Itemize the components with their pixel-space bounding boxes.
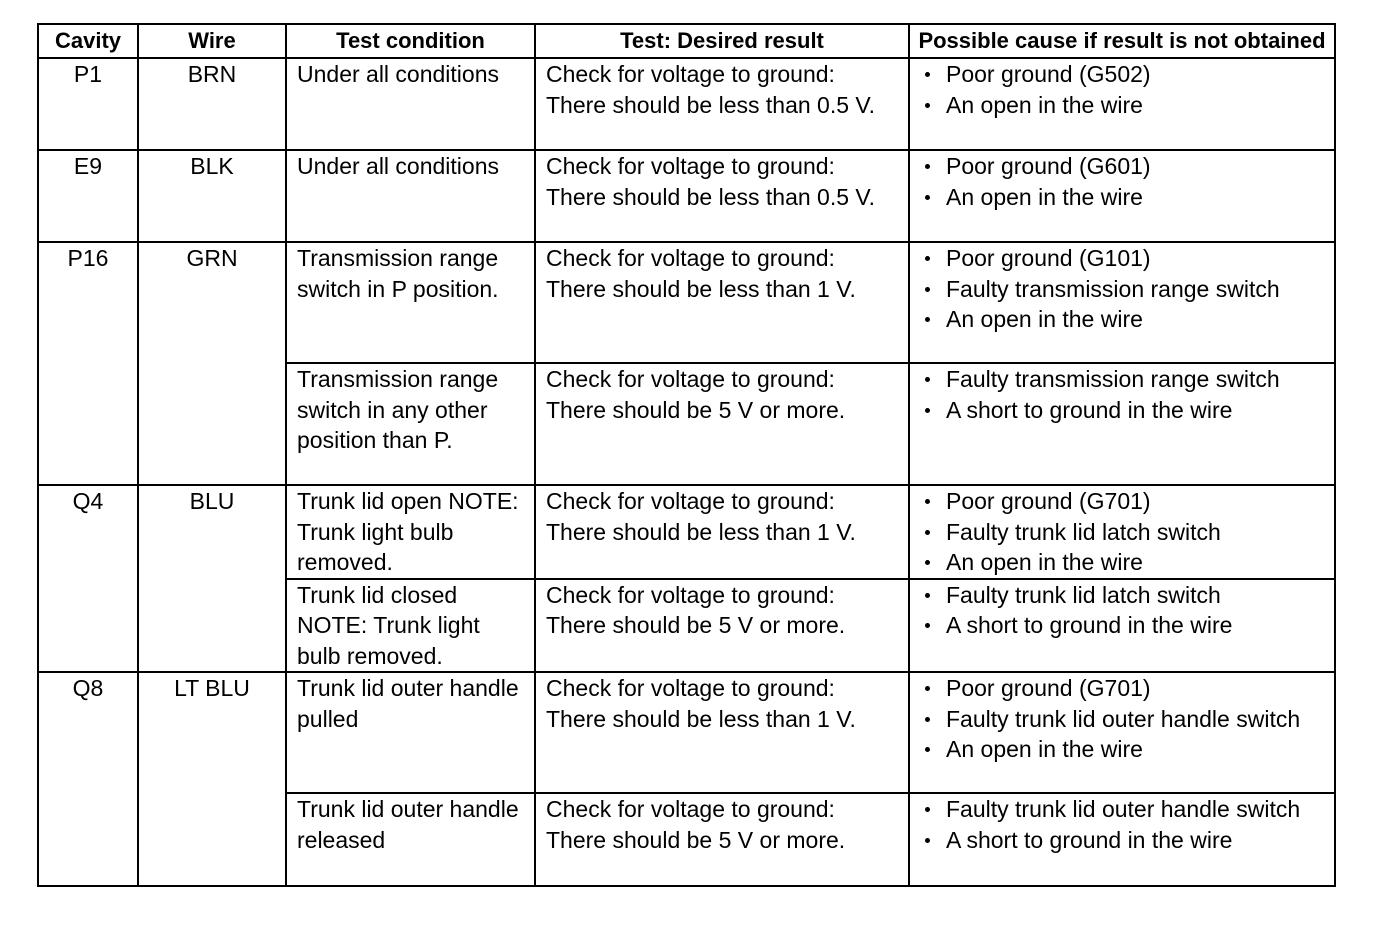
cause-item: A short to ground in the wire: [920, 610, 1324, 641]
table-row: [38, 242, 1335, 363]
desired-result-cell: Check for voltage to ground: There should be less than 1 V.: [535, 672, 909, 793]
cause-list: [920, 486, 1324, 578]
desired-result-cell: Check for voltage to ground: There should be 5 V or more.: [535, 363, 909, 485]
test-condition-cell: Transmission range switch in any other position than P.: [286, 363, 535, 485]
desired-result-cell: Check for voltage to ground: There should be less than 0.5 V.: [535, 150, 909, 242]
cause-item: A short to ground in the wire: [920, 395, 1324, 426]
wire-cell: GRN: [138, 242, 286, 485]
table-body: [38, 58, 1335, 886]
desired-result-cell: Check for voltage to ground: There should be 5 V or more.: [535, 579, 909, 673]
possible-cause-cell: [909, 242, 1335, 363]
cause-item: Faulty transmission range switch: [920, 364, 1324, 395]
cause-item: An open in the wire: [920, 90, 1324, 121]
wire-cell: BRN: [138, 58, 286, 150]
test-condition-cell: Under all conditions: [286, 150, 535, 242]
cavity-cell: P16: [38, 242, 138, 485]
cause-list: [920, 59, 1324, 120]
cause-item: Poor ground (G701): [920, 486, 1324, 517]
possible-cause-cell: [909, 672, 1335, 793]
desired-result-cell: Check for voltage to ground: There should be less than 1 V.: [535, 485, 909, 579]
test-condition-cell: Transmission range switch in P position.: [286, 242, 535, 363]
header-desired-result: Test: Desired result: [535, 24, 909, 58]
cause-item: An open in the wire: [920, 547, 1324, 578]
cause-item: Faulty transmission range switch: [920, 274, 1324, 305]
cavity-cell: E9: [38, 150, 138, 242]
table-row: [38, 672, 1335, 793]
cause-item: Faulty trunk lid outer handle switch: [920, 704, 1324, 735]
desired-result-cell: Check for voltage to ground: There should be less than 1 V.: [535, 242, 909, 363]
cause-item: Poor ground (G101): [920, 243, 1324, 274]
cause-item: Faulty trunk lid latch switch: [920, 517, 1324, 548]
possible-cause-cell: [909, 363, 1335, 485]
cause-item: Faulty trunk lid latch switch: [920, 580, 1324, 611]
cause-list: [920, 673, 1324, 765]
table-row: [38, 58, 1335, 150]
test-condition-cell: Trunk lid open NOTE: Trunk light bulb removed.: [286, 485, 535, 579]
desired-result-cell: Check for voltage to ground: There should be less than 0.5 V.: [535, 58, 909, 150]
cause-item: An open in the wire: [920, 182, 1324, 213]
possible-cause-cell: [909, 485, 1335, 579]
cause-list: [920, 580, 1324, 641]
possible-cause-cell: [909, 58, 1335, 150]
cause-list: [920, 794, 1324, 855]
header-wire: Wire: [138, 24, 286, 58]
header-row: [38, 24, 1335, 58]
desired-result-cell: Check for voltage to ground: There should be 5 V or more.: [535, 793, 909, 886]
possible-cause-cell: [909, 793, 1335, 886]
cause-item: Poor ground (G502): [920, 59, 1324, 90]
table-row: [38, 485, 1335, 579]
wire-cell: BLU: [138, 485, 286, 672]
cause-list: [920, 243, 1324, 335]
test-condition-cell: Trunk lid closed NOTE: Trunk light bulb removed.: [286, 579, 535, 673]
test-condition-cell: Trunk lid outer handle pulled: [286, 672, 535, 793]
cause-list: [920, 364, 1324, 425]
cavity-cell: Q8: [38, 672, 138, 886]
cause-item: Faulty trunk lid outer handle switch: [920, 794, 1324, 825]
cavity-cell: Q4: [38, 485, 138, 672]
header-test-condition: Test condition: [286, 24, 535, 58]
cause-item: Poor ground (G601): [920, 151, 1324, 182]
test-condition-cell: Under all conditions: [286, 58, 535, 150]
cause-list: [920, 151, 1324, 212]
cavity-cell: P1: [38, 58, 138, 150]
wire-cell: BLK: [138, 150, 286, 242]
cause-item: Poor ground (G701): [920, 673, 1324, 704]
cause-item: An open in the wire: [920, 304, 1324, 335]
cause-item: A short to ground in the wire: [920, 825, 1324, 856]
header-cavity: Cavity: [38, 24, 138, 58]
possible-cause-cell: [909, 579, 1335, 673]
header-possible-cause: Possible cause if result is not obtained: [909, 24, 1335, 58]
cause-item: An open in the wire: [920, 734, 1324, 765]
diagnostic-table: [37, 23, 1336, 887]
table-row: [38, 150, 1335, 242]
test-condition-cell: Trunk lid outer handle released: [286, 793, 535, 886]
wire-cell: LT BLU: [138, 672, 286, 886]
possible-cause-cell: [909, 150, 1335, 242]
